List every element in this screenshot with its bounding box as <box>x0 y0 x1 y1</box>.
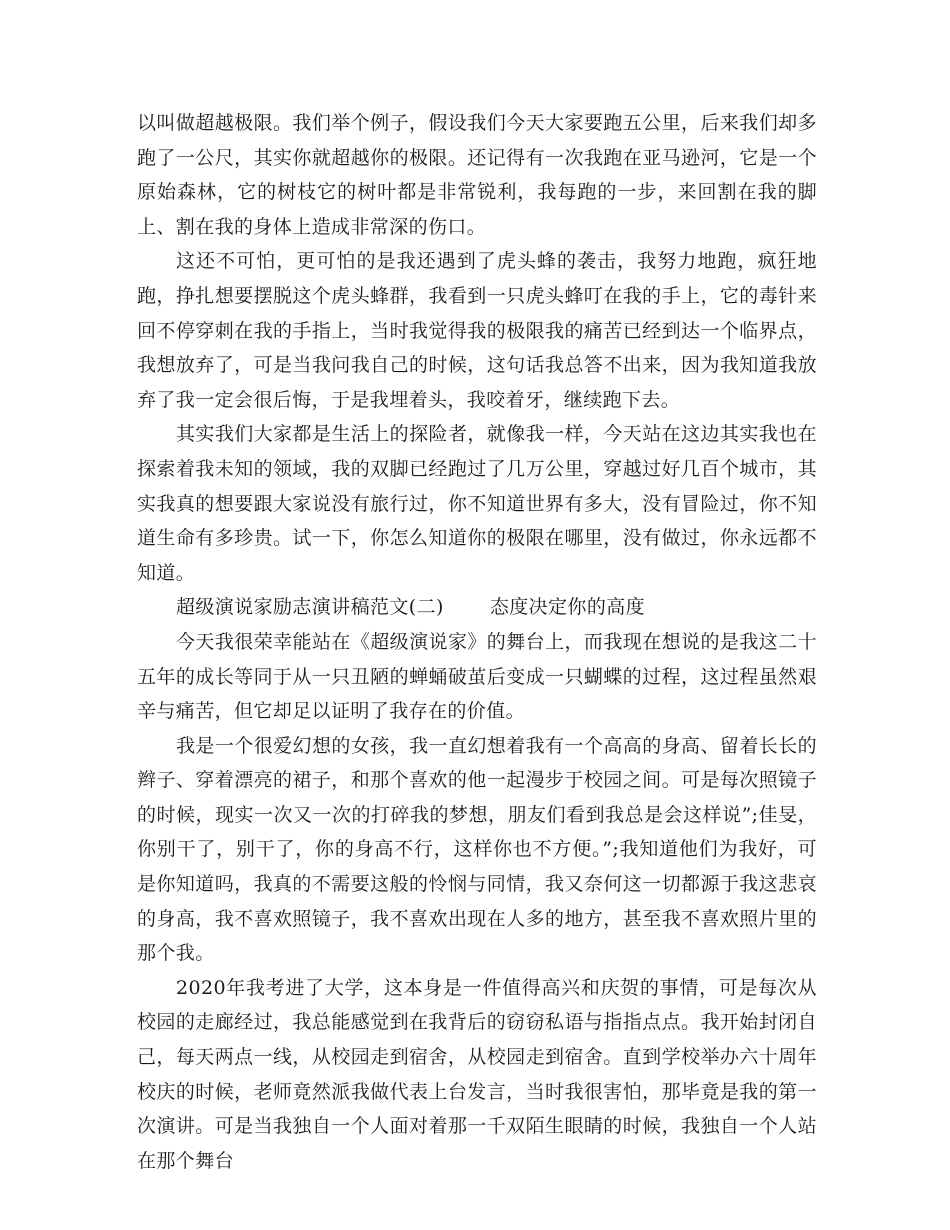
paragraph-dreamer-girl: 我是一个很爱幻想的女孩，我一直幻想着我有一个高高的身高、留着长长的辫子、穿着漂亮的裙子，和那个喜欢的他一起漫步于校园之间。可是每次照镜子的时候，现实一次又一次的打碎我的梦想，朋友们看到我总是会这样说”;佳旻，你别干了，别干了，你的身高不行，这样你也不方便。”;我知道他们为我好，可是你知道吗，我真的不需要这般的怜悯与同情，我又奈何这一切都源于我这悲哀的身高，我不喜欢照镜子，我不喜欢出现在人多的地方，甚至我不喜欢照片里的那个我。 <box>137 734 817 965</box>
section-heading <box>137 590 817 625</box>
paragraph-explorers: 其实我们大家都是生活上的探险者，就像我一样，今天站在这边其实我也在探索着我未知的领域，我的双脚已经跑过了几万公里，穿越过好几百个城市，其实我真的想要跟大家说没有旅行过，你不知道世界有多大，没有冒险过，你不知道生命有多珍贵。试一下，你怎么知道你的极限在哪里，没有做过，你永远都不知道。 <box>137 423 817 584</box>
paragraph-continued: 以叫做超越极限。我们举个例子，假设我们今天大家要跑五公里，后来我们却多跑了一公尺，其实你就超越你的极限。还记得有一次我跑在亚马逊河，它是一个原始森林，它的树枝它的树叶都是非常锐利，我每跑的一步，来回割在我的脚上、割在我的身体上造成非常深的伤口。 <box>137 112 817 238</box>
paragraph-university: 2020年我考进了大学，这本身是一件值得高兴和庆贺的事情，可是每次从校园的走廊经过，我总能感觉到在我背后的窃窃私语与指指点点。我开始封闭自己，每天两点一线，从校园走到宿舍，从校园走到宿舍。直到学校举办六十周年校庆的时候，老师竟然派我做代表上台发言，当时我很害怕，那毕竟是我的第一次演讲。可是当我独自一个人面对着那一千双陌生眼睛的时候，我独自一个人站在那个舞台 <box>137 976 817 1172</box>
paragraph-stage-intro: 今天我很荣幸能站在《超级演说家》的舞台上，而我现在想说的是我这二十五年的成长等同于从一只丑陋的蝉蛹破茧后变成一只蝴蝶的过程，这过程虽然艰辛与痛苦，但它却足以证明了我存在的价值。 <box>137 630 817 723</box>
section-title: 超级演说家励志演讲稿范文(二) <box>176 596 444 619</box>
document-page <box>137 106 817 1178</box>
paragraph-hornet-attack: 这还不可怕，更可怕的是我还遇到了虎头蜂的袭击，我努力地跑，疯狂地跑，挣扎想要摆脱这个虎头蜂群，我看到一只虎头蜂叮在我的手上，它的毒针来回不停穿刺在我的手指上，当时我觉得我的极限我的痛苦已经到达一个临界点，我想放弃了，可是当我问我自己的时候，这句话我总答不出来，因为我知道我放弃了我一定会很后悔，于是我埋着头，我咬着牙，继续跑下去。 <box>137 250 817 411</box>
section-subtitle: 态度决定你的高度 <box>489 596 646 619</box>
